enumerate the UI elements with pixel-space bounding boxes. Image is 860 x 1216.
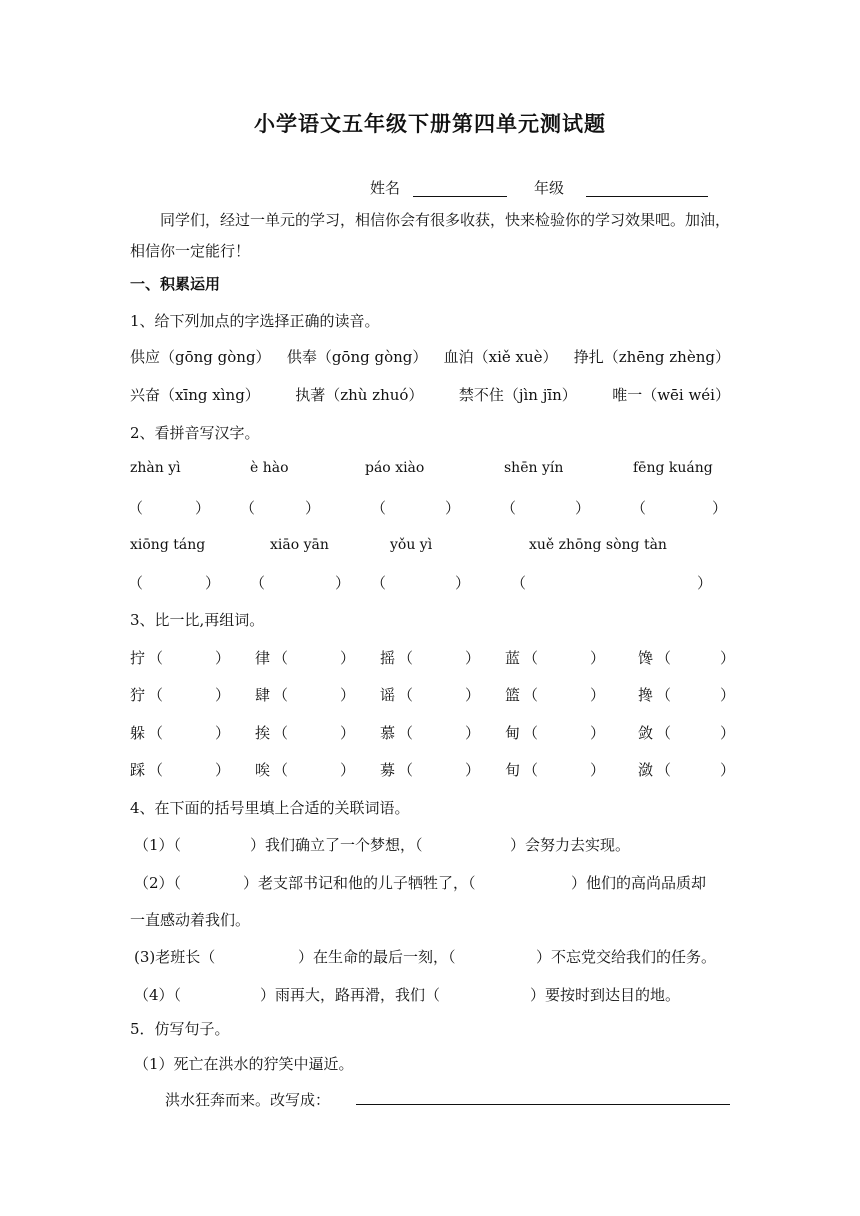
- q3-char: 律: [255, 649, 271, 667]
- q3-char: 蓝: [505, 649, 521, 667]
- q1-item[interactable]: 兴奋（xīng xìng）: [130, 386, 260, 404]
- paren-close: ）: [445, 499, 461, 517]
- paren-open: （: [398, 686, 414, 704]
- q3-char: 慕: [380, 724, 396, 742]
- paren-close: ）: [215, 649, 231, 667]
- q1-row-2: [130, 384, 730, 405]
- q4-s4-a: （4）（: [134, 986, 182, 1004]
- paren-open: （: [128, 574, 144, 592]
- grade-label: 年级: [534, 179, 565, 197]
- paren-open: （: [631, 499, 647, 517]
- q5-rewrite-prompt: 洪水狂奔而来。改写成：: [165, 1091, 331, 1109]
- q4-s3-b: ）在生命的最后一刻，（: [298, 948, 456, 966]
- grade-blank[interactable]: [586, 196, 708, 197]
- pinyin: xuě zhōng sòng tàn: [529, 537, 667, 553]
- intro-paragraph: 同学们，经过一单元的学习，相信你会有很多收获，快来检验你的学习效果吧。加油，相信你一定能行！: [130, 211, 731, 260]
- paren-open: （: [398, 724, 414, 742]
- paren-open: （: [371, 499, 387, 517]
- q3-char: 唉: [255, 761, 271, 779]
- paren-open: （: [273, 649, 289, 667]
- paren-close: ）: [575, 499, 591, 517]
- paren-open: （: [148, 761, 164, 779]
- q4-s2-a: （2）（: [134, 874, 182, 892]
- q4-s2-continued: 一直感动着我们。: [130, 911, 251, 929]
- paren-close: ）: [465, 649, 481, 667]
- paren-close: ）: [465, 686, 481, 704]
- paren-close: ）: [720, 686, 736, 704]
- q5-prompt: 5．仿写句子。: [130, 1020, 230, 1038]
- paren-open: （: [656, 649, 672, 667]
- paren-open: （: [656, 761, 672, 779]
- q1-item[interactable]: 禁不住（jìn jīn）: [458, 386, 577, 404]
- q3-char: 募: [380, 761, 396, 779]
- paren-close: ）: [340, 724, 356, 742]
- q4-s4-c: ）要按时到达目的地。: [530, 986, 681, 1004]
- paren-open: （: [398, 649, 414, 667]
- paren-open: （: [501, 499, 517, 517]
- q3-char: 踩: [130, 761, 146, 779]
- paren-open: （: [148, 686, 164, 704]
- paren-close: ）: [305, 499, 321, 517]
- pinyin: xiāo yān: [270, 537, 329, 553]
- paren-open: （: [240, 499, 256, 517]
- q1-item[interactable]: 唯一（wēi wéi）: [612, 386, 730, 404]
- paren-close: ）: [215, 761, 231, 779]
- paren-open: （: [523, 724, 539, 742]
- q3-prompt: 3、比一比,再组词。: [130, 611, 265, 629]
- q5-sub-1: （1）死亡在洪水的狞笑中逼近。: [134, 1055, 354, 1073]
- paren-close: ）: [335, 574, 351, 592]
- q3-char: 搀: [638, 686, 654, 704]
- paren-open: （: [656, 686, 672, 704]
- q2-prompt: 2、看拼音写汉字。: [130, 424, 260, 442]
- pinyin: zhàn yì: [130, 460, 181, 476]
- paren-close: ）: [697, 574, 713, 592]
- paren-open: （: [250, 574, 266, 592]
- q3-char: 馋: [638, 649, 654, 667]
- paren-close: ）: [590, 761, 606, 779]
- paren-close: ）: [720, 761, 736, 779]
- q4-s3-a: (3)老班长（: [134, 948, 216, 966]
- q4-s1-a: （1）（: [134, 836, 182, 854]
- paren-open: （: [523, 761, 539, 779]
- name-blank[interactable]: [413, 196, 507, 197]
- q5-answer-line[interactable]: [356, 1104, 730, 1105]
- paren-close: ）: [340, 649, 356, 667]
- q3-char: 挨: [255, 724, 271, 742]
- paren-close: ）: [590, 724, 606, 742]
- paren-close: ）: [455, 574, 471, 592]
- paren-open: （: [511, 574, 527, 592]
- paren-close: ）: [215, 686, 231, 704]
- q1-item[interactable]: 供应（gōng gòng）: [130, 348, 271, 366]
- paren-close: ）: [590, 649, 606, 667]
- pinyin: è hào: [250, 460, 289, 476]
- paren-open: （: [148, 724, 164, 742]
- paren-close: ）: [340, 761, 356, 779]
- q3-char: 潋: [638, 761, 654, 779]
- pinyin: shēn yín: [504, 460, 564, 476]
- paren-close: ）: [590, 686, 606, 704]
- paren-close: ）: [195, 499, 211, 517]
- paren-open: （: [273, 761, 289, 779]
- q1-item[interactable]: 血泊（xiě xuè）: [443, 348, 558, 366]
- q3-char: 谣: [380, 686, 396, 704]
- name-label: 姓名: [370, 179, 401, 197]
- q3-char: 摇: [380, 649, 396, 667]
- paren-close: ）: [215, 724, 231, 742]
- q3-char: 拧: [130, 649, 146, 667]
- q1-row-1: [130, 346, 730, 367]
- paren-close: ）: [340, 686, 356, 704]
- paren-open: （: [148, 649, 164, 667]
- paren-close: ）: [720, 724, 736, 742]
- q1-item[interactable]: 执著（zhù zhuó）: [295, 386, 424, 404]
- paren-close: ）: [720, 649, 736, 667]
- paren-open: （: [273, 686, 289, 704]
- q3-char: 篮: [505, 686, 521, 704]
- q3-char: 狞: [130, 686, 146, 704]
- paren-close: ）: [712, 499, 728, 517]
- q1-item[interactable]: 供奉（gōng gòng）: [286, 348, 428, 366]
- paren-open: （: [371, 574, 387, 592]
- q3-char: 敛: [638, 724, 654, 742]
- paren-open: （: [523, 649, 539, 667]
- section-heading: 一、积累运用: [130, 275, 221, 293]
- q4-s1-c: ）会努力去实现。: [510, 836, 631, 854]
- q1-item[interactable]: 挣扎（zhēng zhèng）: [573, 348, 730, 366]
- q4-s1-b: ）我们确立了一个梦想，（: [250, 836, 423, 854]
- paren-open: （: [523, 686, 539, 704]
- q3-char: 躲: [130, 724, 146, 742]
- paren-open: （: [273, 724, 289, 742]
- pinyin: fēng kuáng: [633, 460, 713, 476]
- q4-s4-b: ）雨再大，路再滑，我们（: [260, 986, 441, 1004]
- pinyin: xiōng táng: [130, 537, 206, 553]
- paren-open: （: [128, 499, 144, 517]
- q4-prompt: 4、在下面的括号里填上合适的关联词语。: [130, 799, 410, 817]
- q3-char: 肆: [255, 686, 271, 704]
- q4-s2-b: ）老支部书记和他的儿子牺牲了，（: [243, 874, 476, 892]
- page-title: 小学语文五年级下册第四单元测试题: [254, 112, 606, 136]
- q4-s3-c: ）不忘党交给我们的任务。: [536, 948, 717, 966]
- paren-close: ）: [205, 574, 221, 592]
- pinyin: yǒu yì: [390, 537, 433, 553]
- paren-open: （: [656, 724, 672, 742]
- paren-close: ）: [465, 761, 481, 779]
- paren-close: ）: [465, 724, 481, 742]
- pinyin: páo xiào: [365, 460, 425, 476]
- q3-char: 旬: [505, 761, 521, 779]
- q1-prompt: 1、给下列加点的字选择正确的读音。: [130, 312, 380, 330]
- q3-char: 甸: [505, 724, 521, 742]
- q4-s2-c: ）他们的高尚品质却: [571, 874, 707, 892]
- paren-open: （: [398, 761, 414, 779]
